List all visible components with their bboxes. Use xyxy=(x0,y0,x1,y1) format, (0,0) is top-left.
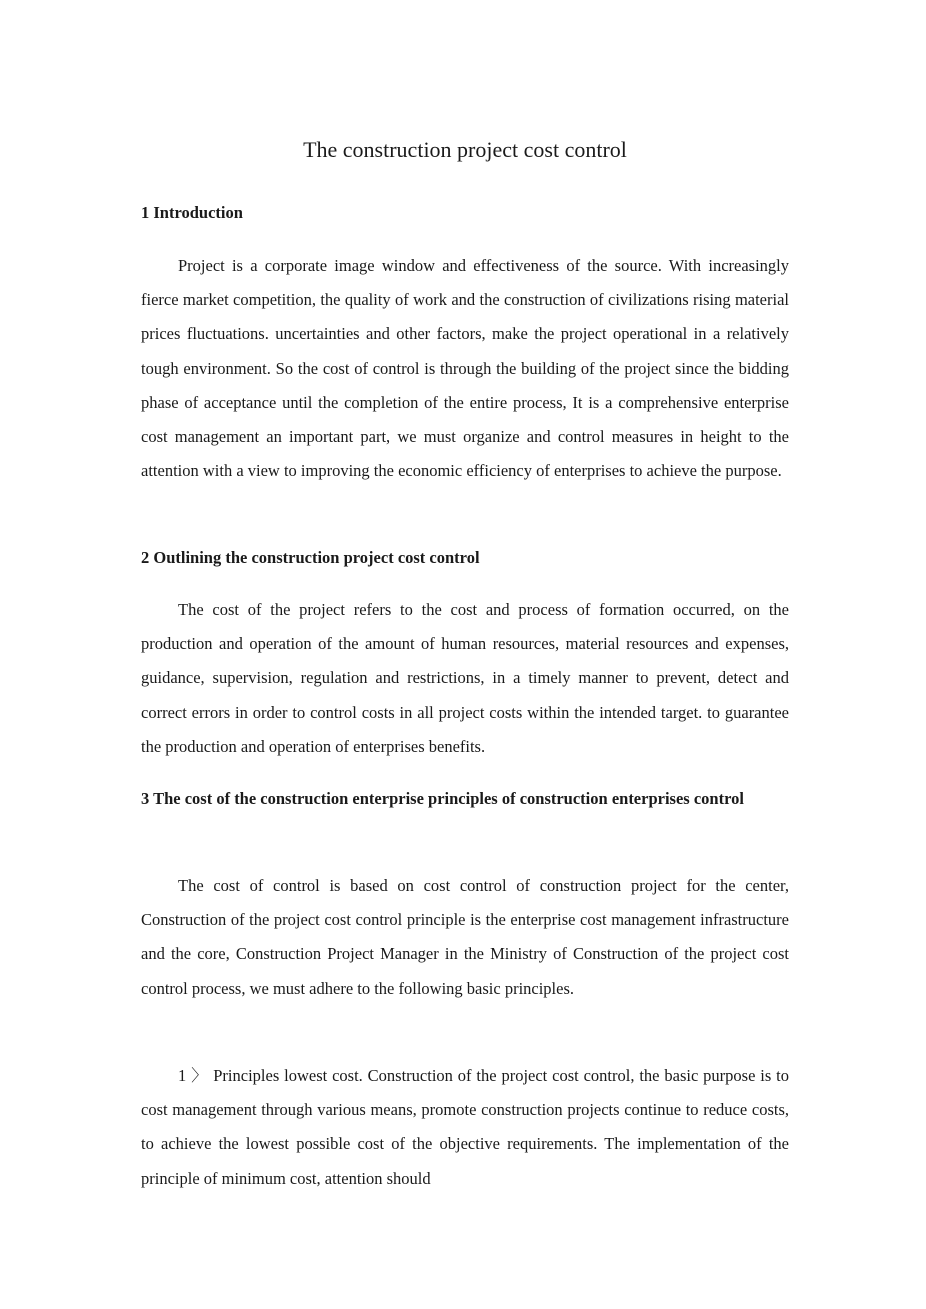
section-heading-outlining: 2 Outlining the construction project cost control xyxy=(141,548,480,567)
paragraph-principles-intro: The cost of control is based on cost control of construction project for the center, Construction of the project cost control principle is the enterprise cost management infrastructure and the core, Construction Project Manager in the Ministry of Construction of the project cost control process, we must adhere to the following basic principles. xyxy=(141,876,789,998)
section-heading-principles: 3 The cost of the construction enterprise principles of construction enterprises control xyxy=(141,789,744,808)
paragraph-outlining: The cost of the project refers to the cost and process of formation occurred, on the production and operation of the amount of human resources, material resources and expenses, guidance, supervision, regulation and restrictions, in a timely manner to prevent, detect and correct errors in order to control costs in all project costs within the intended target. to guarantee the production and operation of enterprises benefits. xyxy=(141,600,789,756)
document-title: The construction project cost control xyxy=(303,137,627,162)
section-heading-introduction: 1 Introduction xyxy=(141,203,243,222)
paragraph-principle-lowest-cost: 1 〉 Principles lowest cost. Construction of the project cost control, the basic purpose is to cost management through various means, promote construction projects continue to reduce costs, to achieve the lowest possible cost of the objective requirements. The implementation of the principle of minimum cost, attention should xyxy=(141,1066,789,1188)
paragraph-introduction: Project is a corporate image window and effectiveness of the source. With increasingly fierce market competition, the quality of work and the construction of civilizations rising material prices fluctuations. uncertainties and other factors, make the project operational in a relatively tough environment. So the cost of control is through the building of the project since the bidding phase of acceptance until the completion of the entire process, It is a comprehensive enterprise cost management an important part, we must organize and control measures in height to the attention with a view to improving the economic efficiency of enterprises to achieve the purpose. xyxy=(141,256,789,481)
